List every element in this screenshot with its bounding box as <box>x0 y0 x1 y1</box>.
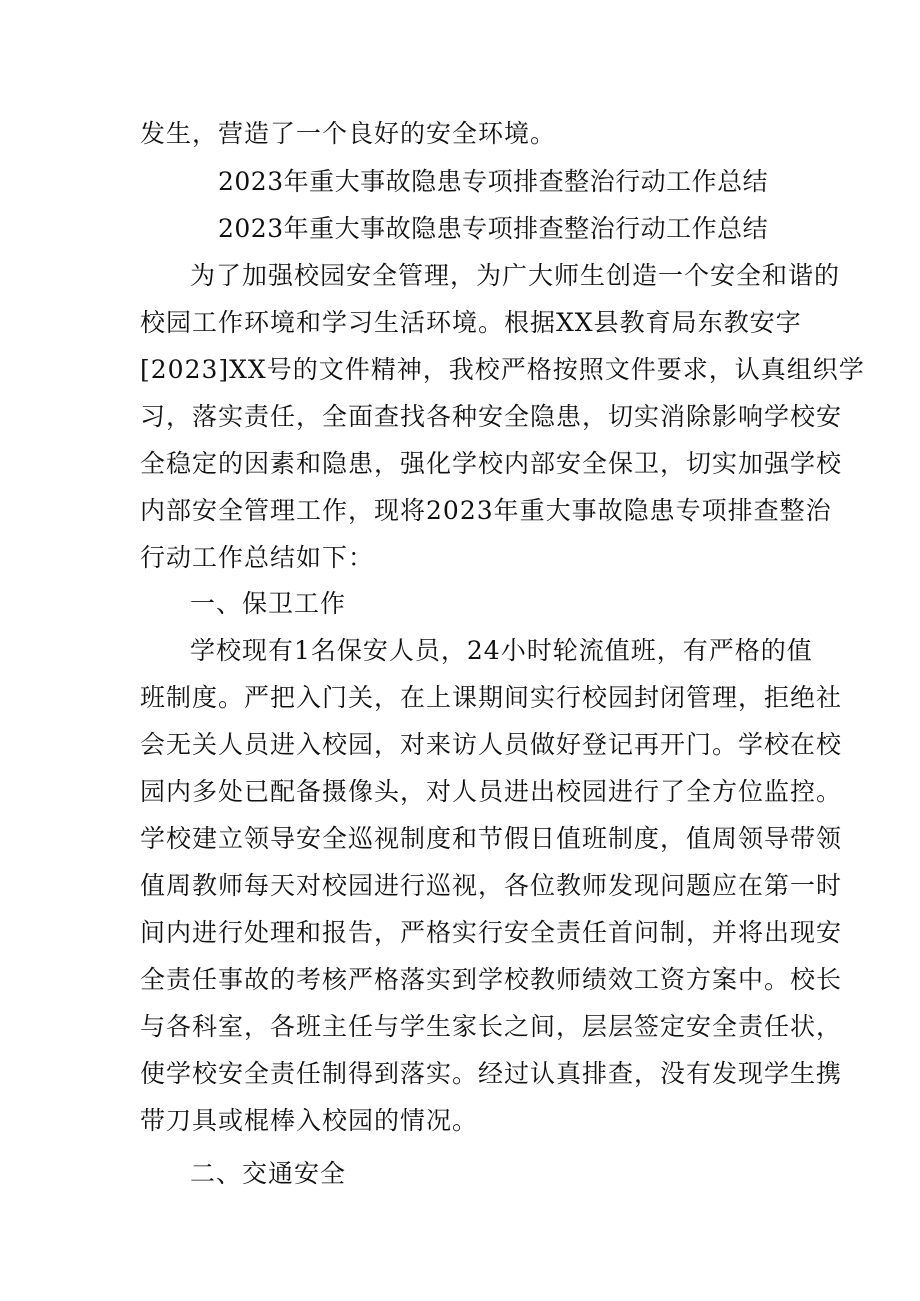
paragraph-line: 使学校安全责任制得到落实。经过认真排查，没有发现学生携 <box>140 1059 843 1088</box>
paragraph-line: 班制度。严把入门关，在上课期间实行校园封闭管理，拒绝社 <box>140 683 843 712</box>
paragraph-line: 行动工作总结如下： <box>140 543 375 572</box>
paragraph-line: 与各科室，各班主任与学生家长之间，层层签定安全责任状， <box>140 1012 843 1041</box>
document-title: 2023年重大事故隐患专项排查整治行动工作总结 <box>218 167 769 196</box>
paragraph-line: 带刀具或棍棒入校园的情况。 <box>140 1106 479 1135</box>
section-heading: 一、保卫工作 <box>190 589 347 618</box>
paragraph-line: 园内多处已配备摄像头，对人员进出校园进行了全方位监控。 <box>140 777 843 806</box>
paragraph-line: 习，落实责任，全面查找各种安全隐患，切实消除影响学校安 <box>140 402 843 431</box>
section-heading: 二、交通安全 <box>190 1159 347 1188</box>
paragraph-line: 间内进行处理和报告，严格实行安全责任首问制，并将出现安 <box>140 918 843 947</box>
paragraph-line: 为了加强校园安全管理，为广大师生创造一个安全和谐的 <box>190 261 841 290</box>
paragraph-line: 发生，营造了一个良好的安全环境。 <box>140 119 557 148</box>
paragraph-line: 会无关人员进入校园，对来访人员做好登记再开门。学校在校 <box>140 730 843 759</box>
paragraph-line: 校园工作环境和学习生活环境。根据XX县教育局东教安字 <box>140 308 802 337</box>
paragraph-line: 内部安全管理工作，现将2023年重大事故隐患专项排查整治 <box>140 496 832 525</box>
paragraph-line: 学校建立领导安全巡视制度和节假日值班制度，值周领导带领 <box>140 824 843 853</box>
document-title: 2023年重大事故隐患专项排查整治行动工作总结 <box>218 214 769 243</box>
paragraph-line: 全责任事故的考核严格落实到学校教师绩效工资方案中。校长 <box>140 965 843 994</box>
paragraph-line: 学校现有1名保安人员，24小时轮流值班，有严格的值 <box>190 636 813 665</box>
paragraph-line: 全稳定的因素和隐患，强化学校内部安全保卫，切实加强学校 <box>140 449 843 478</box>
paragraph-line: [2023]XX号的文件精神，我校严格按照文件要求，认真组织学 <box>140 355 865 384</box>
paragraph-line: 值周教师每天对校园进行巡视，各位教师发现问题应在第一时 <box>140 871 843 900</box>
